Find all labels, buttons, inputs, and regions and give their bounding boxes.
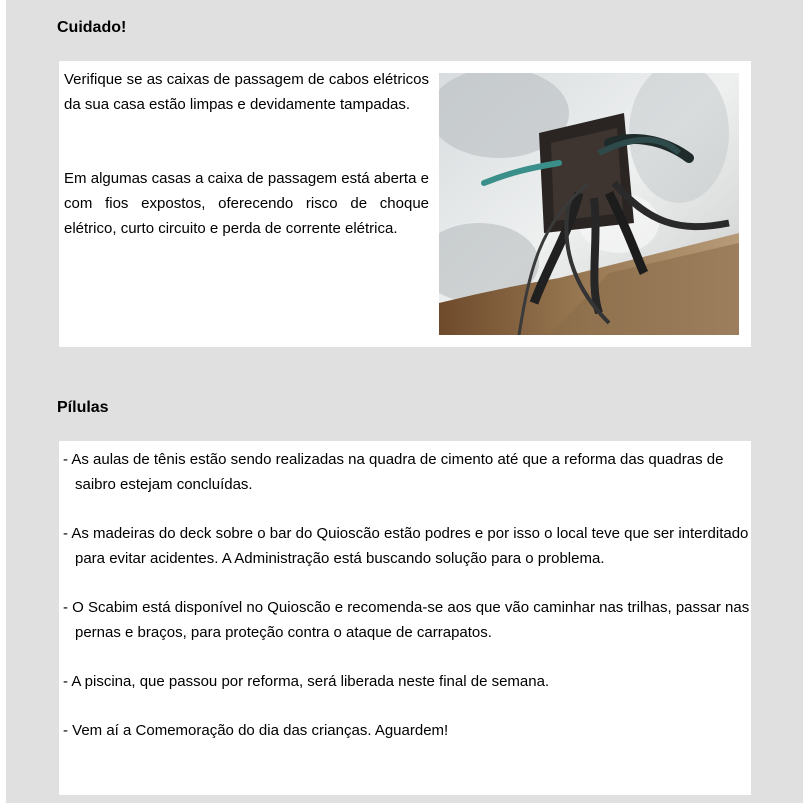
news-content-box [59,441,751,795]
section-heading-cuidado: Cuidado! [57,19,127,36]
news-item: - A piscina, que passou por reforma, será liberada neste final de semana. [63,673,550,690]
news-item: - As aulas de tênis estão sendo realizadas na quadra de cimento até que a reforma das quadras de saibro estejam concluídas. [63,451,724,493]
news-item: - As madeiras do deck sobre o bar do Quioscão estão podres e por isso o local teve que ser interditado para evitar acidentes. A Administração está buscando solução para o problema. [63,525,749,567]
warning-paragraph-2: Em algumas casas a caixa de passagem está aberta e com fios expostos, oferecendo risco de choque elétrico, curto circuito e perda de corrente elétrica. [64,170,429,237]
news-item: - Vem aí a Comemoração do dia das crianças. Aguardem! [63,722,449,739]
section-heading-pilulas: Pílulas [57,399,109,416]
news-item: - O Scabim está disponível no Quioscão e recomenda-se aos que vão caminhar nas trilhas, passar nas pernas e braços, para proteção contra o ataque de carrapatos. [63,599,750,641]
exposed-wires-photo [439,73,739,335]
warning-paragraph-1: Verifique se as caixas de passagem de cabos elétricos da sua casa estão limpas e devidamente tampadas. [64,71,429,113]
newsletter-page [6,0,803,803]
